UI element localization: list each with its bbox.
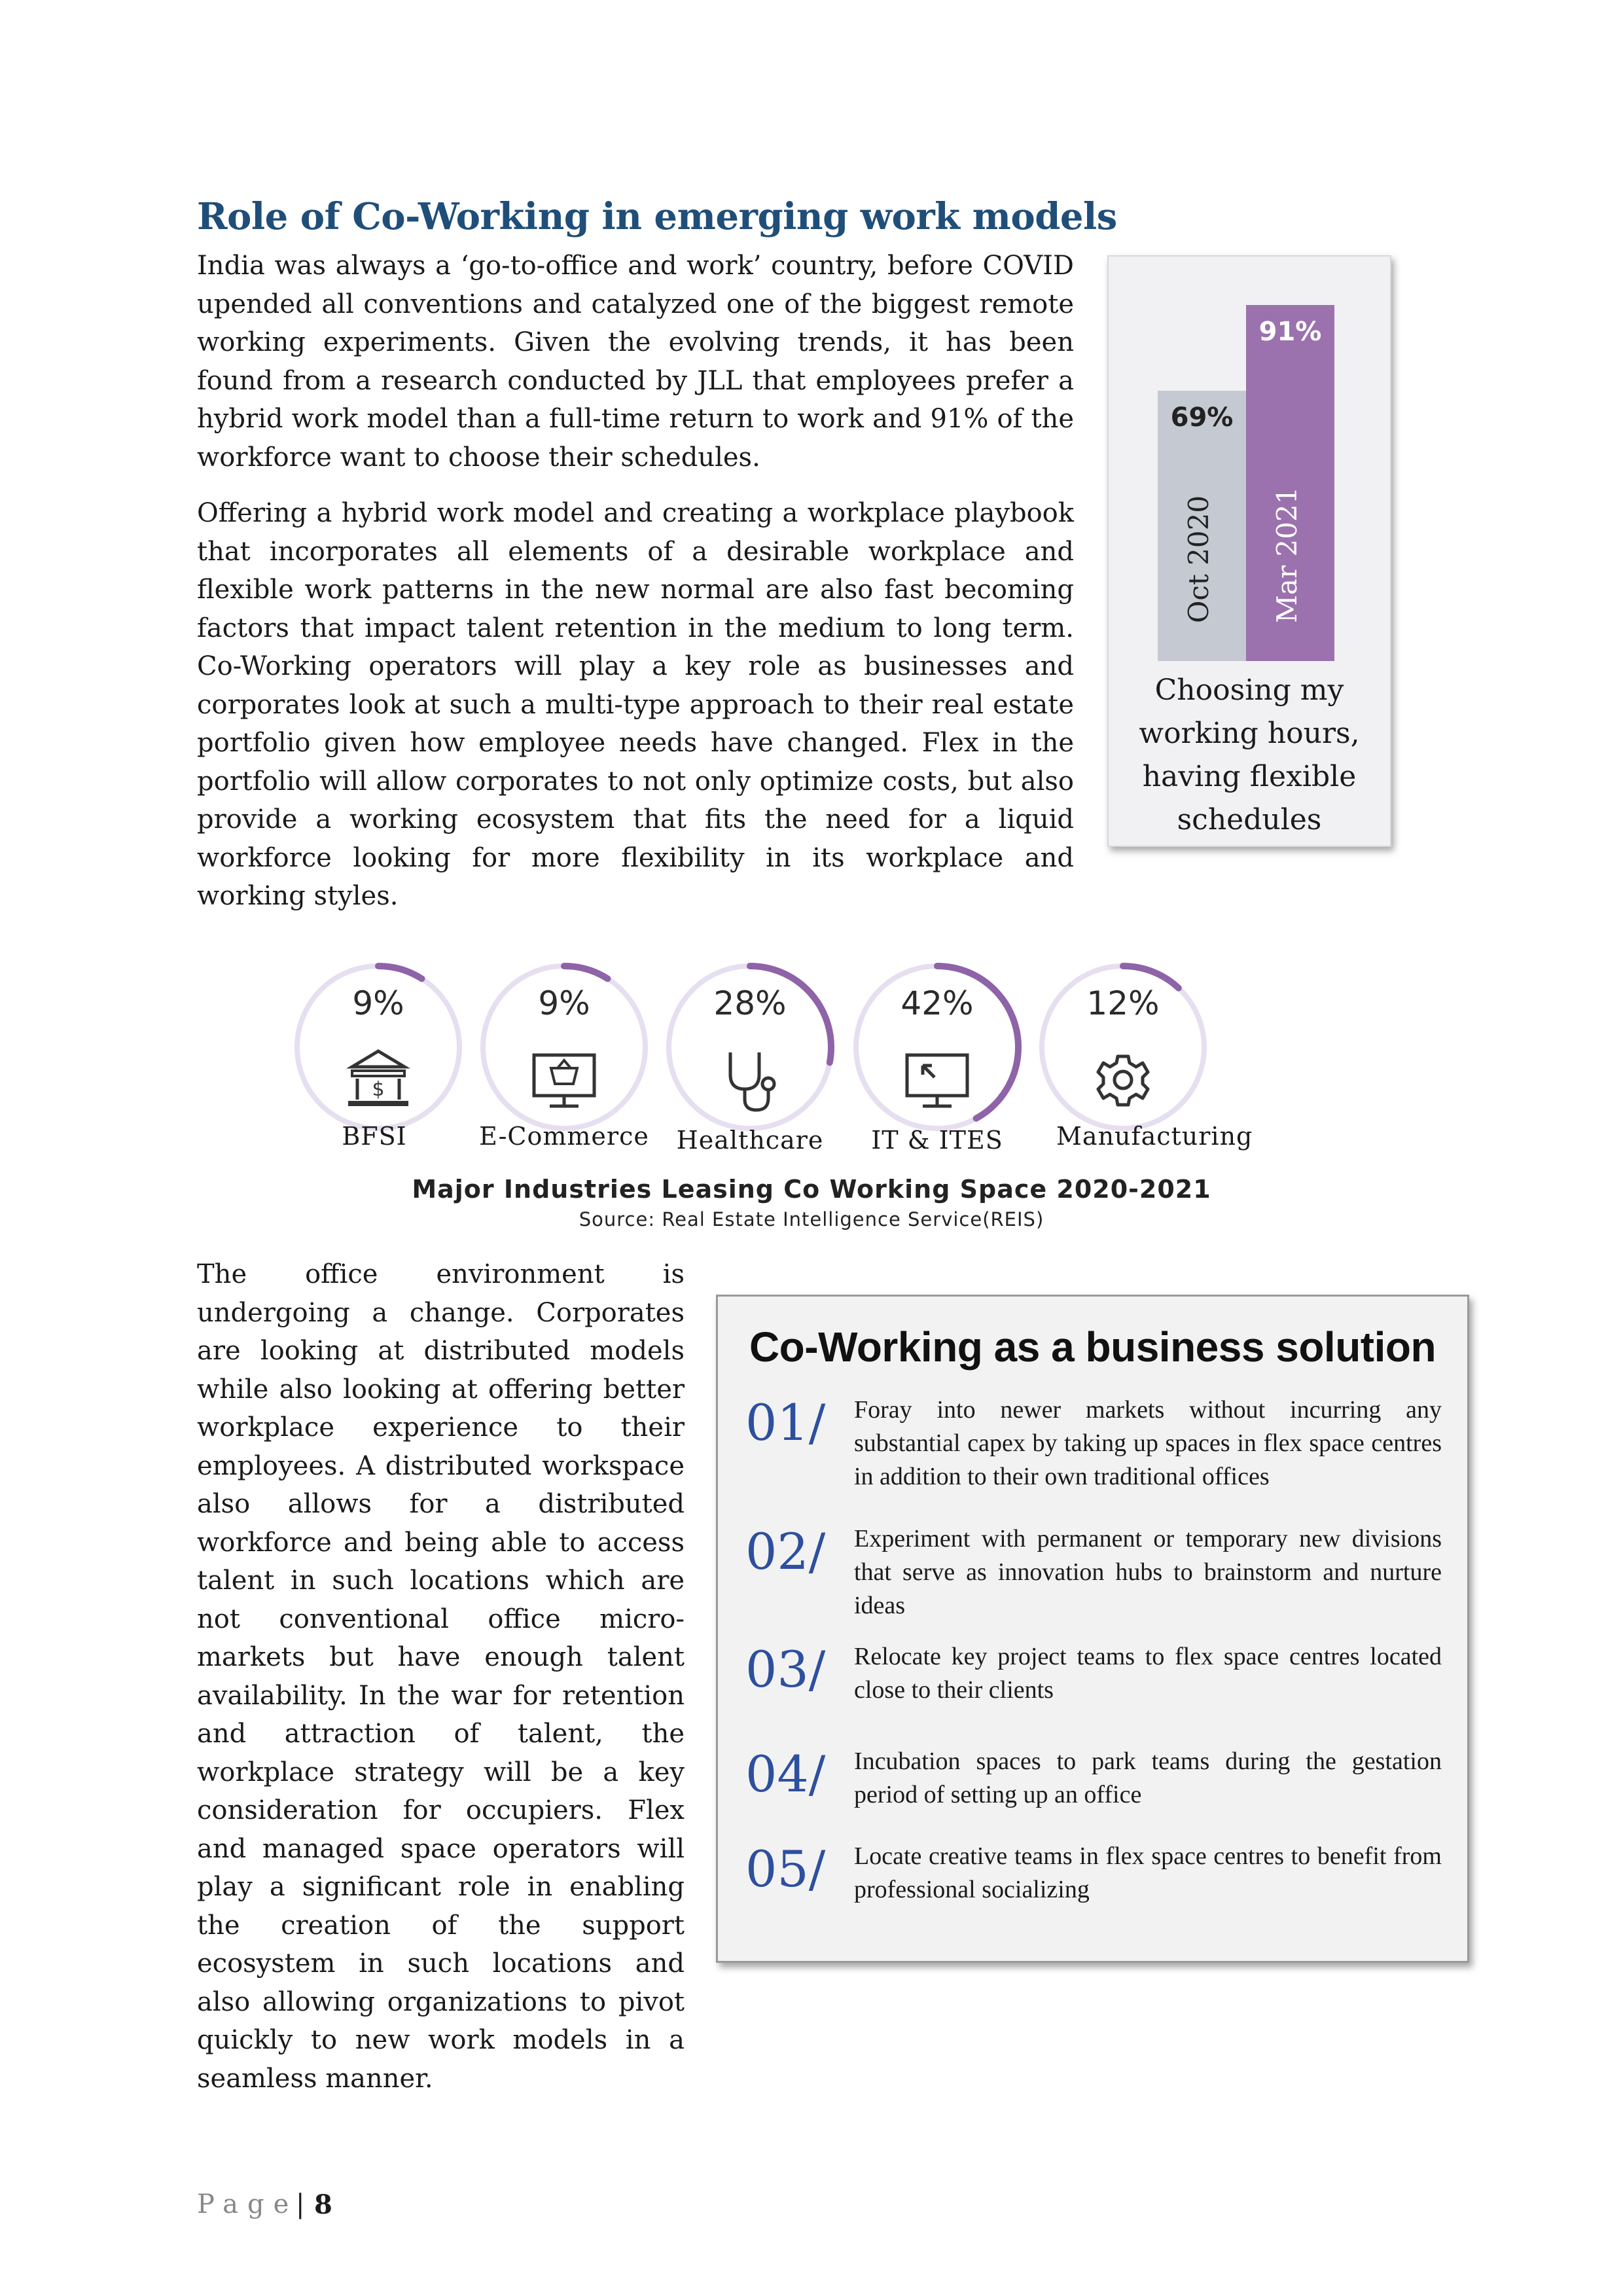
bar-value-label: 69% [1170,403,1234,433]
industries-source: Source: Real Estate Intelligence Service(REIS) [579,1208,1044,1230]
footer-separator: | [296,2189,305,2219]
computer-monitor-icon [904,1047,970,1113]
solution-number: 03/ [745,1640,826,1698]
solution-text: Locate creative teams in flex space centres to benefit from professional socializing [854,1842,1442,1903]
intro-paragraph: India was always a ‘go-to-office and work’ country, before COVID upended all conventions and catalyzed one of the biggest remote working experiments. Given the evolving trends, it has been found from a research conducted by JLL that employees prefer a hybrid work model than a full-time return to work and 91% of the workforce want to choose their schedules. [197,251,1074,473]
industry-name: Healthcare [676,1126,824,1155]
section-heading: Role of Co-Working in emerging work models [197,195,1117,238]
industries-title: Major Industries Leasing Co Working Space 2020-2021 [412,1175,1211,1204]
industry-percent: 12% [1086,984,1160,1022]
bar-category-label: Mar 2021 [1271,486,1303,623]
office-paragraph: The office environment is undergoing a change. Corporates are looking at distributed models while also looking at offering better workplace experience to their employees. A distributed workspace also allows for a distributed workforce and being able to access talent in such locations which are not conventional office micro-markets but have enough talent availability. In the war for retention and attraction of talent, the workplace strategy will be a key consideration for occupiers. Flex and managed space operators will play a significant role in enabling the creation of the support ecosystem in such locations and also allowing organizations to pivot quickly to new work models in a seamless manner. [197,1259,685,2094]
hybrid-paragraph: Offering a hybrid work model and creating a workplace playbook that incorporates all elements of a desirable workplace and flexible work patterns in the new normal are also fast becoming factors that impact talent retention in the medium to long term. Co-Working operators will play a key role as businesses and corporates look at such a multi-type approach to their real estate portfolio given how employee needs have changed. Flex in the portfolio will allow corporates to not only optimize costs, but also provide a working ecosystem that fits the need for a liquid workforce looking for more flexibility in its workplace and working styles. [197,498,1074,911]
footer-page-label: Page [197,2189,298,2219]
business-solution-title: Co-Working as a business solution [749,1323,1436,1371]
industry-percent: 9% [538,984,590,1022]
industry-percent: 9% [352,984,404,1022]
bar-category-label: Oct 2020 [1183,495,1215,623]
solution-number: 01/ [745,1393,826,1452]
solution-text: Foray into newer markets without incurring any substantial capex by taking up spaces in flex space centres in addition to their own traditional offices [854,1396,1442,1490]
industry-name: BFSI [342,1122,407,1151]
bank-icon [346,1047,411,1113]
bar-value-label: 91% [1258,317,1322,347]
stethoscope-icon [717,1047,783,1113]
chart-caption: Choosing my working hours, having flexible schedules [1139,673,1360,836]
svg-text:$: $ [372,1078,385,1101]
business-solution-card [716,1295,1469,1963]
gear-icon [1090,1047,1156,1113]
footer-page-number: 8 [314,2189,332,2220]
industry-name: Manufacturing [1056,1122,1253,1151]
industry-percent: 42% [901,984,974,1022]
solution-number: 04/ [745,1745,826,1803]
flexible-schedule-chart [1107,255,1391,847]
solution-text: Experiment with permanent or temporary new divisions that serve as innovation hubs to brainstorm and nurture ideas [854,1525,1442,1619]
solution-text: Relocate key project teams to flex space centres located close to their clients [854,1643,1442,1704]
solution-number: 05/ [745,1840,826,1898]
industry-percent: 28% [713,984,787,1022]
industry-name: IT & ITES [871,1126,1003,1155]
shopping-basket-monitor-icon [531,1047,597,1113]
solution-number: 02/ [745,1522,826,1581]
industry-name: E-Commerce [479,1122,649,1151]
solution-text: Incubation spaces to park teams during the gestation period of setting up an office [854,1748,1442,1808]
